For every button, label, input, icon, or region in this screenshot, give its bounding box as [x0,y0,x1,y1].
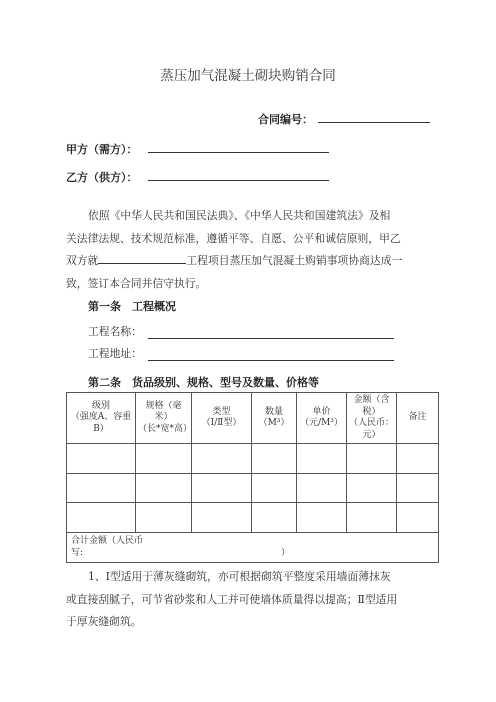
party-a-field[interactable] [148,152,329,153]
table-cell[interactable] [136,474,192,503]
project-name-label: 工程名称： [88,325,142,338]
table-cell[interactable] [252,503,297,533]
table-cell[interactable] [252,444,297,474]
table-cell[interactable] [347,444,397,474]
total-close-paren: ） [281,547,291,558]
table-cell[interactable] [252,474,297,503]
header-type: 类型 （Ⅰ/Ⅱ型） [192,393,252,444]
table-cell[interactable] [67,474,136,503]
article1-heading: 第一条 工程概况 [88,300,176,313]
notes-line: 1、Ⅰ型适用于薄灰缝砌筑，亦可根据砌筑平整度采用墙面薄抹灰 [88,570,391,583]
intro-line3-prefix: 双方就 [66,254,99,267]
party-b-label: 乙方（供方）： [66,171,138,184]
type-notes-paragraph [66,566,438,634]
header-remarks: 备注 [397,393,439,444]
intro-line: 致，签订本合同并信守执行。 [66,276,207,290]
table-cell[interactable] [136,444,192,474]
table-cell[interactable] [397,474,439,503]
table-cell[interactable] [67,503,136,533]
header-grade: 级别 （强度A、容重B） [67,393,136,444]
table-cell[interactable] [347,474,397,503]
table-cell[interactable] [297,474,347,503]
table-header-row [67,393,439,444]
header-unit-price: 单价 （元/M³） [297,393,347,444]
table-cell[interactable] [192,503,252,533]
project-address-label: 工程地址： [88,347,142,360]
project-name-blank[interactable] [98,253,186,264]
contract-title: 蒸压加气混凝土砌块购销合同 [160,68,336,84]
table-row [67,503,439,533]
intro-line: 依照《中华人民共和国民法典》、《中华人民共和国建筑法》及相 [88,209,391,222]
notes-line: 于厚灰缝砌筑。 [66,615,142,628]
contract-number-field[interactable] [318,122,430,123]
table-row [67,444,439,474]
header-size: 规格（毫米） （长*宽*高） [136,393,192,444]
table-cell[interactable] [67,444,136,474]
header-quantity: 数量（M³） [252,393,297,444]
total-amount-cell[interactable] [67,533,439,563]
party-a-label: 甲方（需方）： [66,143,138,156]
project-address-field[interactable] [148,360,394,361]
spec-table [66,392,439,563]
table-cell[interactable] [397,444,439,474]
contract-number-label: 合同编号： [258,113,313,126]
table-cell[interactable] [297,444,347,474]
notes-line: 或直接刮腻子，可节省砂浆和人工并可使墙体质量得以提高；Ⅱ型适用 [66,592,398,606]
intro-line3-suffix: 工程项目蒸压加气混凝土购销事项协商达成一 [186,254,403,267]
table-cell[interactable] [397,503,439,533]
article2-heading: 第二条 货品级别、规格、型号及数量、价格等 [88,376,319,389]
header-amount: 金额（含税） （人民币：元） [347,393,397,444]
intro-paragraph [66,205,436,295]
table-cell[interactable] [192,444,252,474]
intro-line: 关法律法规、技术规范标准，遵循平等、自愿、公平和诚信原则，甲乙 [66,231,401,245]
table-cell[interactable] [347,503,397,533]
party-b-field[interactable] [148,180,329,181]
project-name-field[interactable] [148,338,394,339]
table-total-row [67,533,439,563]
table-cell[interactable] [136,503,192,533]
table-cell[interactable] [192,474,252,503]
intro-line [66,250,436,273]
table-row [67,474,439,503]
total-write-line [71,548,436,560]
total-write-label: 写: [71,547,84,558]
total-label: 合计金额（人民币 [71,536,144,546]
table-cell[interactable] [297,503,347,533]
